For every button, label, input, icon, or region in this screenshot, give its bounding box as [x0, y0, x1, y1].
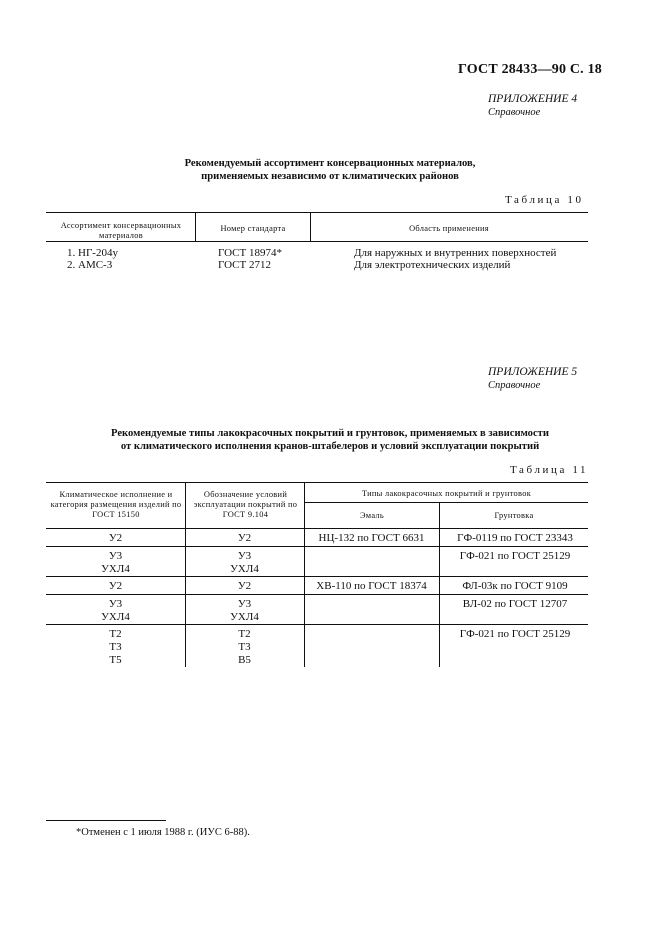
table-10-header-material: Ассортимент консервационных материалов: [60, 221, 182, 240]
table-row-3-conditions: У2: [237, 580, 252, 592]
table-row-4-primer: ВЛ-02 по ГОСТ 12707: [462, 598, 568, 610]
table-10-label: Таблица 10: [505, 194, 584, 206]
table-10-area-1: Для наружных и внутренних поверхностей: [354, 247, 557, 259]
page-header: ГОСТ 28433—90 С. 18: [458, 62, 602, 77]
table-row-1-enamel: НЦ-132 по ГОСТ 6631: [318, 532, 425, 544]
section-2-title-line-1: Рекомендуемые типы лакокрасочных покрытий и грунтовок, применяемых в зависимости: [111, 428, 549, 439]
table-10-standard-2: ГОСТ 2712: [218, 259, 271, 271]
table-row-3-primer: ФЛ-03к по ГОСТ 9109: [462, 580, 568, 592]
table-11-header-enamel: Эмаль: [359, 511, 385, 520]
table-11-header-conditions: Обозначение условий эксплуатации покрытий по ГОСТ 9.104: [193, 490, 298, 519]
table-row-3-enamel: ХВ-110 по ГОСТ 18374: [316, 580, 427, 592]
table-10-header-area: Область применения: [409, 224, 489, 233]
section-1-title: [40, 157, 620, 183]
appendix-5-block: [488, 365, 577, 393]
table-11-header-climate: Климатическое исполнение и категория размещения изделий по ГОСТ 15150: [50, 490, 182, 519]
table-10-material-2: 2. АМС-3: [67, 259, 113, 271]
table-10-area-2: Для электротехнических изделий: [354, 259, 511, 271]
table-row-4-climate: У3 УХЛ4: [101, 598, 130, 623]
footnote-separator: [46, 820, 166, 821]
table-11-header-group: Типы лакокрасочных покрытий и грунтовок: [361, 489, 532, 498]
table-row-3-climate: У2: [108, 580, 123, 592]
section-2-title-line-2: от климатического исполнения кранов-штабелеров и условий эксплуатации покрытий: [120, 441, 540, 452]
table-row-2-conditions: У3 УХЛ4: [230, 550, 259, 575]
table-11-header-primer: Грунтовка: [494, 511, 534, 520]
appendix-4-title: ПРИЛОЖЕНИЕ 4: [488, 93, 578, 105]
appendix-4-subtitle: Справочное: [488, 107, 541, 118]
table-10-standard-1: ГОСТ 18974*: [218, 247, 282, 259]
section-1-title-line-2: применяемых независимо от климатических районов: [201, 171, 459, 182]
table-row-1-conditions: У2: [237, 532, 252, 544]
appendix-5-subtitle: Справочное: [488, 380, 541, 391]
table-row-2-primer: ГФ-021 по ГОСТ 25129: [459, 550, 571, 562]
table-10-material-1: 1. НГ-204у: [67, 247, 118, 259]
footnote: *Отменен с 1 июля 1988 г. (ИУС 6-88).: [76, 827, 250, 838]
table-row-5-conditions: Т2 Т3 В5: [238, 628, 251, 666]
table-row-5-primer: ГФ-021 по ГОСТ 25129: [459, 628, 571, 640]
table-10-header-standard: Номер стандарта: [220, 224, 286, 233]
table-row-1-primer: ГФ-0119 по ГОСТ 23343: [457, 532, 573, 544]
appendix-4-block: [488, 92, 577, 120]
section-1-title-line-1: Рекомендуемый ассортимент консервационных материалов,: [184, 158, 476, 169]
table-row-1-climate: У2: [108, 532, 123, 544]
table-row-5-climate: Т2 Т3 Т5: [109, 628, 122, 666]
table-11-label: Таблица 11: [510, 464, 589, 476]
appendix-5-title: ПРИЛОЖЕНИЕ 5: [488, 366, 578, 378]
table-row-2-climate: У3 УХЛ4: [101, 550, 130, 575]
section-2-title: [40, 427, 620, 453]
table-row-4-conditions: У3 УХЛ4: [230, 598, 259, 623]
